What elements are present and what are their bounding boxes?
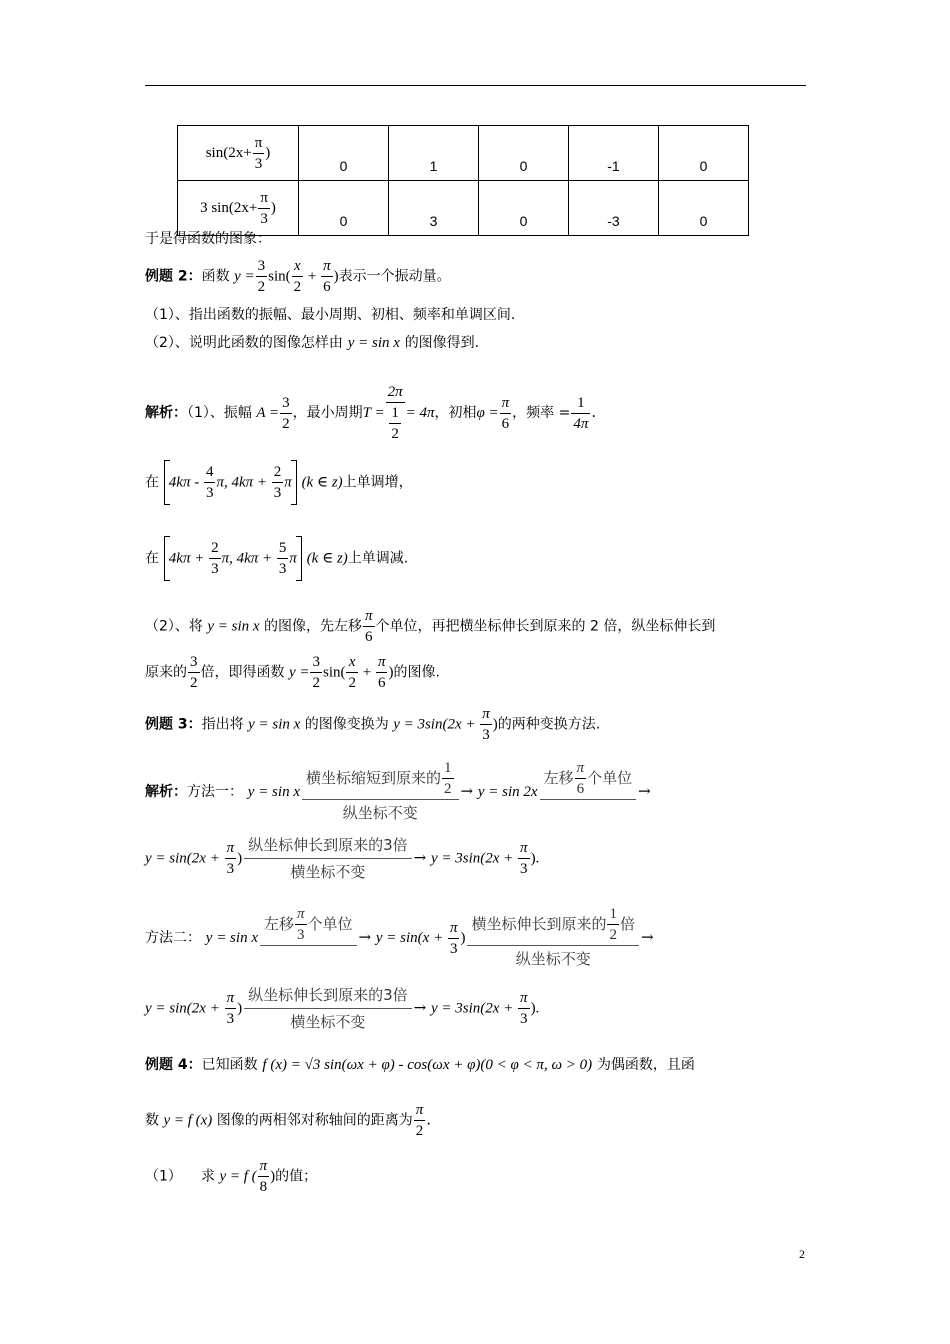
- table-cell: -3: [569, 181, 659, 236]
- table-cell: 1: [389, 126, 479, 181]
- row-label: 3 sin(2x+ $\frac{\pi}{3}$ ): [178, 181, 299, 236]
- method-1-line-2: y = sin(2x + $\frac{\pi}{3}$ ) 纵坐标伸长到原来的3倍 横坐标不变 → y = 3sin(2x + $\frac{\pi}{3}$ ).: [145, 832, 539, 885]
- table-cell: 0: [659, 126, 749, 181]
- solution-2-part-2: （2）、将 y = sin x 的图像，先左移 $\frac{\pi}{6}$ 个单位，再把横坐标伸长到原来的 2 倍，纵坐标伸长到: [145, 608, 716, 645]
- row-label: sin(2x+ $\frac{\pi}{3}$ ): [178, 126, 299, 181]
- table-cell: 0: [299, 181, 389, 236]
- table-row: [178, 126, 749, 181]
- example-4-line-2: 数 y = f (x) 图像的两相邻对称轴间的距离为 $\frac{\pi}{2}$ .: [145, 1102, 432, 1139]
- graph-line: 于是得函数的图象：: [145, 231, 271, 247]
- header-rule: [145, 85, 806, 86]
- example-2-statement: 例题 2：函数 y = $\frac{3}{2}$ sin( $\frac{x}{2}$ + $\frac{\pi}{6}$ )表示一个振动量。: [145, 258, 451, 295]
- example-4-statement: 例题 4：已知函数 f (x) = √3 sin(ωx + φ) - cos(ωx + φ)(0 < φ < π, ω > 0) 为偶函数，且函: [145, 1057, 695, 1073]
- example-4-question-1: （1） 求 y = f ( $\frac{\pi}{8}$ )的值；: [145, 1158, 318, 1195]
- page-number: 2: [799, 1247, 805, 1261]
- example-2-question-1: （1）、指出函数的振幅、最小周期、初相、频率和单调区间.: [145, 307, 516, 323]
- method-2-line-1: 方法二： y = sin x 左移 $\frac{\pi}{3}$ 个单位 → y = sin(x + $\frac{\pi}{3}$ ) 横坐标伸长到原来的 $\frac{1}{2}$ 倍 纵坐标不变 →: [145, 906, 654, 968]
- table-cell: -1: [569, 126, 659, 181]
- solution-2-part-3: 原来的 $\frac{3}{2}$ 倍，即得函数 y = $\frac{3}{2}$ sin( $\frac{x}{2}$ + $\frac{\pi}{6}$ )的图像.: [145, 654, 440, 691]
- table-cell: 0: [659, 181, 749, 236]
- example-3-statement: 例题 3：指出将 y = sin x 的图像变换为 y = 3sin(2x + $\frac{\pi}{3}$ )的两种变换方法.: [145, 706, 601, 743]
- increasing-interval: 在 4kπ - $\frac{4}{3}$ π, 4kπ + $\frac{2}{3}$ π (k ∈ z)上单调增，: [145, 460, 413, 505]
- example-2-question-2: （2）、说明此函数的图像怎样由 y = sin x 的图像得到.: [145, 335, 480, 351]
- table-cell: 0: [299, 126, 389, 181]
- solution-2-part-1: 解析：（1）、振幅 A = $\frac{3}{2}$ ，最小周期T = $\frac{2\pi}{\frac{1}{2}}$ = 4π，初相φ = $\frac{\pi}{6}$ ，频率 = $\frac{1}{4\pi}$ .: [145, 384, 597, 442]
- table-cell: 0: [479, 126, 569, 181]
- table-cell: 3: [389, 181, 479, 236]
- table-cell: 0: [479, 181, 569, 236]
- method-2-line-2: y = sin(2x + $\frac{\pi}{3}$ ) 纵坐标伸长到原来的3倍 横坐标不变 → y = 3sin(2x + $\frac{\pi}{3}$ ).: [145, 982, 539, 1035]
- value-table: [177, 125, 749, 236]
- method-1-line-1: 解析：方法一： y = sin x 横坐标缩短到原来的 $\frac{1}{2}$ 纵坐标不变 → y = sin 2x 左移 $\frac{\pi}{6}$ 个单位 →: [145, 760, 651, 822]
- decreasing-interval: 在 4kπ + $\frac{2}{3}$ π, 4kπ + $\frac{5}{3}$ π (k ∈ z)上单调减.: [145, 536, 408, 581]
